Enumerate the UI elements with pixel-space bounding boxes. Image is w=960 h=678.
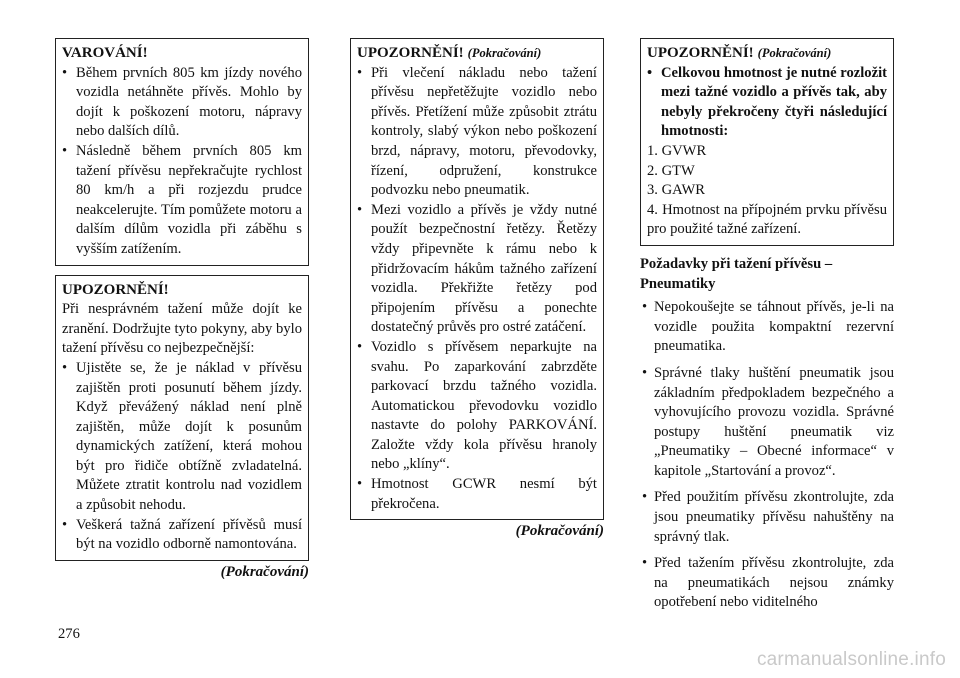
caution-box-continued	[350, 38, 604, 520]
caution-title: UPOZORNĚNÍ!	[62, 281, 169, 298]
list-item: • Nepokoušejte se táhnout přívěs, je-li na vozidle použita kompaktní rezervní pneumatika.	[642, 299, 894, 355]
warning-box	[55, 38, 309, 266]
bullet: •	[357, 476, 363, 493]
bullet: •	[62, 359, 68, 376]
list-item: • Správné tlaky huštění pneumatik jsou základním předpokladem bezpečného a vyhovujícího provozu vozidla. Správné postupy huštění pneumatik viz „Pneumatiky – Obecné informace“ v kapitole „Startování a provoz“.	[642, 364, 894, 479]
list-item: • Před použitím přívěsu zkontrolujte, zda jsou pneumatiky přívěsu nahuštěny na správný tlak.	[642, 489, 894, 545]
list-item: • Veškerá tažná zařízení přívěsů musí být na vozidlo odborně namontována.	[62, 516, 302, 553]
continued-tag: (Pokračování)	[467, 46, 542, 60]
list-item: • Při vlečení nákladu nebo tažení přívěsu nepřetěžujte vozidlo nebo přívěs. Přetížení může způsobit ztrátu kontroly, slabý výkon nebo poškození brzd, nápravy, motoru, převodovky, řízení, odpružení, konstrukce podvozku nebo pneumatik.	[357, 64, 597, 199]
column-1	[55, 38, 309, 581]
bullet: •	[62, 142, 68, 159]
caution-title: UPOZORNĚNÍ! (Pokračování)	[647, 45, 832, 61]
list-item: • Ujistěte se, že je náklad v přívěsu zajištěn proti posunutí během jízdy. Když převážený náklad není plně zajištěn, může dojít k posunům dynamických zatížení, která mohou být pro řidiče obtížně zvladatelná. Můžete ztratit kontrolu nad vozidlem a způsobit nehodu.	[62, 359, 302, 514]
continued-label: (Pokračování)	[515, 523, 604, 540]
bullet: •	[642, 555, 648, 572]
caution-box-continued	[640, 38, 894, 246]
list-item: • Hmotnost GCWR nesmí být překročena.	[357, 476, 597, 512]
bullet: •	[62, 516, 68, 533]
page-number: 276	[58, 626, 80, 642]
caution-list	[647, 64, 887, 142]
warning-title: VAROVÁNÍ!	[62, 45, 148, 61]
section-title: Požadavky při tažení přívěsu – Pneumatiky	[640, 255, 833, 292]
list-item: • Během prvních 805 km jízdy nového vozidla netáhněte přívěs. Mohlo by dojít k poškození motoru, nápravy nebo dalších dílů.	[62, 64, 302, 140]
list-item: • Následně během prvních 805 km tažení přívěsu nepřekračujte rychlost 80 km/h a při rozjezdu prudce neakcelerujte. Tím pomůžete motoru a dalším dílům vozidla při záběhu s vyšším zatížením.	[62, 142, 302, 257]
list-item: • Mezi vozidlo a přívěs je vždy nutné použít bezpečnostní řetězy. Řetězy vždy připevněte k rámu nebo k přidržovacím hákům tažného zařízení vozidla. Překřižte řetězy pod připojením přívěsu a ponechte dostatečný průvěs pro ostré zatáčení.	[357, 201, 597, 336]
bullet: •	[357, 201, 363, 218]
bullet: •	[642, 299, 648, 316]
warning-list	[62, 64, 302, 260]
caution-title: UPOZORNĚNÍ! (Pokračování)	[357, 45, 542, 61]
bullet: •	[642, 364, 648, 381]
caution-list	[62, 359, 302, 555]
list-item: 2. GTW	[647, 162, 695, 179]
bullet: •	[647, 64, 653, 81]
watermark: carmanualsonline.info	[756, 649, 946, 670]
bullet: •	[62, 64, 68, 81]
list-item: • Vozidlo s přívěsem neparkujte na svahu. Po zaparkování zabrzděte parkovací brzdu tažného vozidla. Automatickou převodovku vozidlo nastavte do polohy PARKOVÁNÍ. Založte vždy kola přívěsu hranoly nebo „klíny“.	[357, 338, 597, 473]
continued-label: (Pokračování)	[220, 563, 309, 580]
caution-box	[55, 275, 309, 561]
continued-tag: (Pokračování)	[757, 46, 832, 60]
caution-intro: Při nesprávném tažení může dojít ke zranění. Dodržujte tyto pokyny, aby bylo tažení přívěsu co nejbezpečnější:	[62, 301, 302, 357]
numbered-list	[647, 142, 887, 201]
bullet: •	[357, 64, 363, 81]
list-item: • Před tažením přívěsu zkontrolujte, zda na pneumatikách nejsou známky opotřebení nebo viditelného	[642, 555, 894, 611]
column-3	[640, 38, 894, 620]
bullet: •	[642, 489, 648, 506]
list-item: 1. GVWR	[647, 142, 707, 159]
caution-list	[357, 64, 597, 515]
bullet: •	[357, 338, 363, 355]
tires-list	[640, 298, 894, 613]
column-2	[350, 38, 604, 540]
list-item: 4. Hmotnost na přípojném prvku přívěsu pro použité tažné zařízení.	[647, 201, 887, 238]
list-item: 3. GAWR	[647, 182, 706, 199]
list-item: • Celkovou hmotnost je nutné rozložit mezi tažné vozidlo a přívěs tak, aby nebyly překročeny čtyři následující hmotnosti:	[647, 64, 887, 140]
